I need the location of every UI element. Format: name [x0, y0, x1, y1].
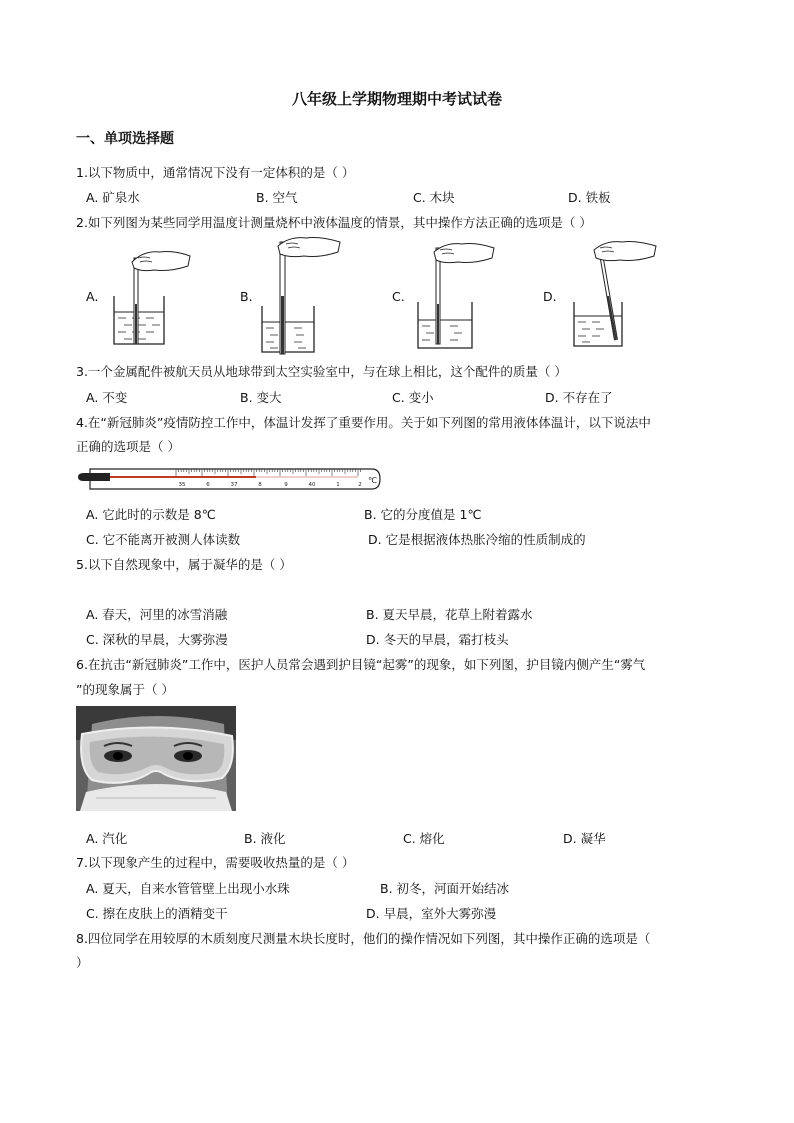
q1-option-d: D. 铁板	[568, 190, 611, 205]
beaker-figure-c	[410, 240, 500, 354]
question-8-stem-line1: 8.四位同学在用较厚的木质刻度尺测量木块长度时，他们的操作情况如下列图，其中操作正确的选项是（	[76, 931, 651, 946]
question-6-stem-line2: ”的现象属于（ ）	[76, 682, 174, 697]
scale-label-40: 40	[308, 482, 316, 488]
scale-label-6: 6	[206, 482, 210, 488]
q4-option-a: A. 它此时的示数是 8℃	[86, 507, 216, 522]
q5-option-a: A. 春天，河里的冰雪消融	[86, 607, 228, 622]
q4-option-c: C. 它不能离开被测人体读数	[86, 532, 241, 547]
scale-label-35: 35	[178, 482, 186, 488]
question-6-stem-line1: 6.在抗击“新冠肺炎”工作中，医护人员常会遇到护目镜“起雾”的现象，如下列图，护目镜内侧产生“雾气	[76, 657, 646, 672]
question-7-stem: 7.以下现象产生的过程中，需要吸收热量的是（ ）	[76, 855, 355, 870]
q5-option-b: B. 夏天早晨，花草上附着露水	[366, 607, 533, 622]
q2-label-a: A.	[86, 289, 99, 304]
page-title: 八年级上学期物理期中考试试卷	[291, 90, 502, 108]
clinical-thermometer-figure	[76, 465, 382, 493]
q1-option-b: B. 空气	[256, 190, 298, 205]
beaker-figure-a	[104, 244, 194, 354]
q4-option-b: B. 它的分度值是 1℃	[364, 507, 482, 522]
q1-option-c: C. 木块	[413, 190, 455, 205]
q6-option-c: C. 熔化	[403, 831, 445, 846]
scale-label-8: 8	[258, 482, 262, 488]
question-8-stem-line2: ）	[76, 955, 89, 970]
q6-option-a: A. 汽化	[86, 831, 128, 846]
q3-option-a: A. 不变	[86, 390, 128, 405]
question-3-stem: 3.一个金属配件被航天员从地球带到太空实验室中，与在球上相比，这个配件的质量（ ）	[76, 364, 567, 379]
scale-label-1: 1	[336, 482, 340, 488]
beaker-figure-d	[566, 238, 662, 352]
q5-option-d: D. 冬天的早晨，霜打枝头	[366, 632, 509, 647]
q5-option-c: C. 深秋的早晨，大雾弥漫	[86, 632, 228, 647]
q7-option-c: C. 擦在皮肤上的酒精变干	[86, 906, 228, 921]
q6-option-b: B. 液化	[244, 831, 286, 846]
q3-option-b: B. 变大	[240, 390, 282, 405]
scale-label-2: 2	[358, 482, 362, 488]
scale-label-37: 37	[230, 482, 238, 488]
scale-label-9: 9	[284, 482, 288, 488]
q6-option-d: D. 凝华	[563, 831, 606, 846]
q1-option-a: A. 矿泉水	[86, 190, 140, 205]
beaker-figure-b	[258, 236, 348, 356]
question-4-stem-line2: 正确的选项是（ ）	[76, 439, 180, 454]
q3-option-c: C. 变小	[392, 390, 434, 405]
question-5-stem: 5.以下自然现象中，属于凝华的是（ ）	[76, 557, 292, 572]
q7-option-a: A. 夏天，自来水管管壁上出现小水珠	[86, 881, 290, 896]
q2-label-b: B.	[240, 289, 253, 304]
scale-unit: ℃	[368, 476, 377, 485]
q2-label-c: C.	[392, 289, 405, 304]
q7-option-b: B. 初冬，河面开始结冰	[380, 881, 510, 896]
question-1-stem: 1.以下物质中，通常情况下没有一定体积的是（ ）	[76, 165, 355, 180]
question-2-stem: 2.如下列图为某些同学用温度计测量烧杯中液体温度的情景，其中操作方法正确的选项是（ ）	[76, 215, 592, 230]
goggles-photo	[76, 706, 236, 811]
q4-option-d: D. 它是根据液体热胀冷缩的性质制成的	[368, 532, 586, 547]
q7-option-d: D. 早晨，室外大雾弥漫	[366, 906, 497, 921]
question-4-stem-line1: 4.在“新冠肺炎”疫情防控工作中，体温计发挥了重要作用。关于如下列图的常用液体体温计，以下说法中	[76, 415, 651, 430]
q3-option-d: D. 不存在了	[545, 390, 613, 405]
section-heading: 一、单项选择题	[76, 131, 174, 147]
q2-label-d: D.	[543, 289, 557, 304]
